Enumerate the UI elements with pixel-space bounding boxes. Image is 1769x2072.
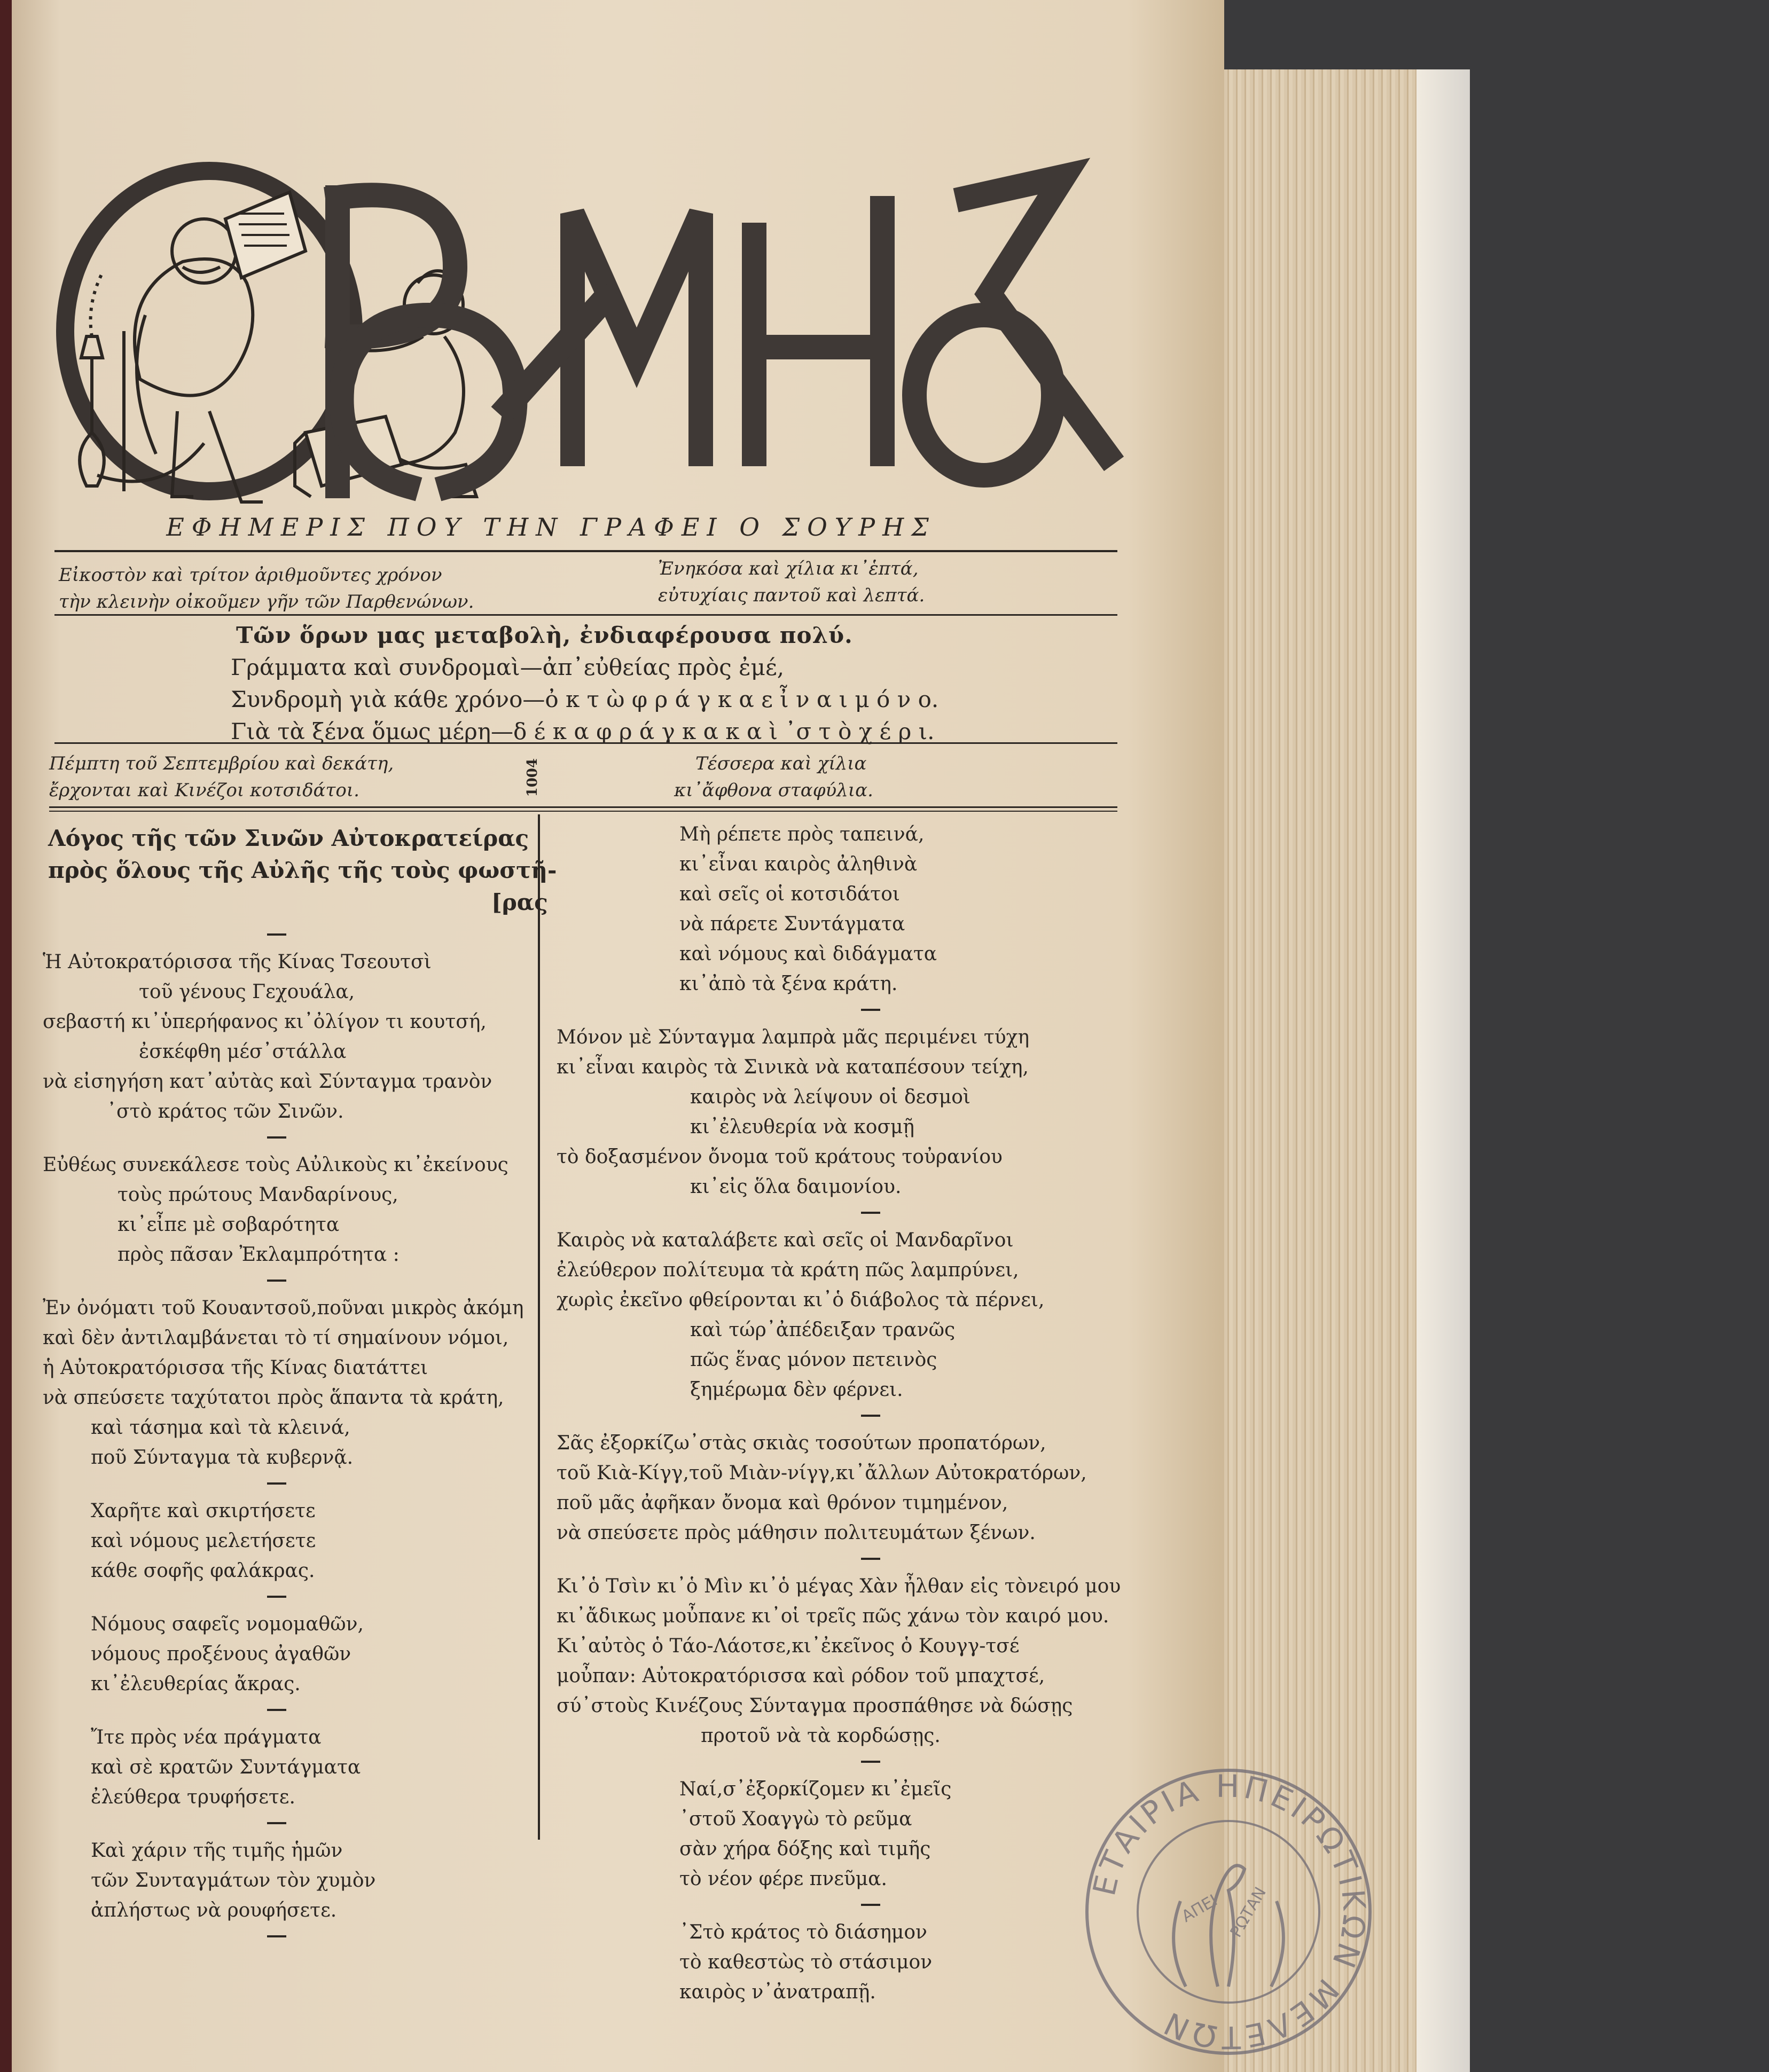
- separator: [267, 933, 286, 936]
- stanza: [43, 1496, 534, 1586]
- column-divider: [538, 814, 540, 1840]
- verse-line: καὶ δὲν ἀντιλαμβάνεται τὸ τί σημαίνουν νόμοι,: [43, 1327, 509, 1349]
- date-right-line: εὐτυχίαις παντοῦ καὶ λεπτά.: [658, 585, 925, 606]
- stanza: [43, 947, 534, 1127]
- subscription-terms: [231, 619, 939, 748]
- separator: [267, 1136, 286, 1139]
- verse-line: χωρὶς ἐκεῖνο φθείρονται κι᾽ὁ διάβολος τὰ πέρνει,: [557, 1289, 1045, 1311]
- separator: [861, 1212, 880, 1214]
- verse-line: ἡ Αὐτοκρατόρισσα τῆς Κίνας διατάττει: [43, 1357, 428, 1379]
- date-left-line: τὴν κλεινὴν οἰκοῦμεν γῆν τῶν Παρθενώνων.: [59, 591, 474, 613]
- verse-line: ποῦ μᾶς ἀφῆκαν ὄνομα καὶ θρόνον τιμημένον,: [557, 1492, 1008, 1514]
- verse-line: ξημέρωμα δὲν φέρνει.: [690, 1379, 903, 1401]
- separator: [861, 1415, 880, 1417]
- article-left-column: [43, 822, 557, 1949]
- verse-line: μοὖπαν: Αὐτοκρατόρισσα καὶ ρόδον τοῦ μπαχτσέ,: [557, 1665, 1045, 1687]
- issue-left: [49, 750, 394, 804]
- verse-line: κι᾽εἶπε μὲ σοβαρότητα: [118, 1214, 340, 1236]
- verse-line: καὶ νόμους καὶ διδάγματα: [679, 943, 937, 965]
- masthead-rule: [54, 550, 1117, 552]
- verse-line: τὸ νέον φέρε πνεῦμα.: [679, 1868, 887, 1890]
- stanza: [551, 1226, 1224, 1405]
- stanza: [43, 1723, 534, 1812]
- separator: [267, 1709, 286, 1711]
- verse-line: Καὶ χάριν τῆς τιμῆς ἡμῶν: [91, 1840, 343, 1862]
- separator: [861, 1761, 880, 1763]
- article-heading-line: Λόγος τῆς τῶν Σινῶν Αὐτοκρατείρας: [48, 825, 529, 851]
- verse-line: κι᾽εἶναι καιρὸς τὰ Σινικὰ νὰ καταπέσουν τείχη,: [557, 1056, 1029, 1078]
- stanza: [43, 1610, 534, 1699]
- verse-line: νὰ πάρετε Συντάγματα: [679, 913, 905, 935]
- stamp-center-text: ΡΩΤΑΝ: [1226, 1883, 1271, 1941]
- verse-line: νὰ σπεύσετε ταχύτατοι πρὸς ἅπαντα τὰ κράτη,: [43, 1387, 504, 1409]
- verse-line: ᾽στοῦ Χοαγγὼ τὸ ρεῦμα: [679, 1808, 912, 1830]
- verse-line: σεβαστή κι᾽ὑπερήφανος κι᾽ὀλίγον τι κουτσή,: [43, 1011, 487, 1033]
- verse-line: καὶ σεῖς οἱ κοτσιδάτοι: [679, 883, 901, 905]
- verse-line: Ἴτε πρὸς νέα πράγματα: [91, 1726, 322, 1748]
- terms-line: Γράμματα καὶ συνδρομαὶ—ἀπ᾽εὐθείας πρὸς ἐμέ,: [231, 654, 785, 680]
- verse-line: κι᾽ἄδικως μοὖπανε κι᾽οἱ τρεῖς πῶς χάνω τὸν καιρό μου.: [557, 1605, 1109, 1627]
- separator: [861, 1904, 880, 1906]
- verse-line: Καιρὸς νὰ καταλάβετε καὶ σεῖς οἱ Μανδαρῖνοι: [557, 1229, 1014, 1251]
- newspaper-page: [12, 0, 1224, 2072]
- date-right: [658, 555, 925, 609]
- verse-line: καιρὸς νὰ λείψουν οἱ δεσμοὶ: [690, 1086, 971, 1108]
- stanza: [551, 820, 1224, 999]
- issue-left-line: ἔρχονται καὶ Κινέζοι κοτσιδάτοι.: [49, 780, 359, 801]
- issue-right-line: κι᾽ἄφθονα σταφύλια.: [674, 780, 873, 801]
- verse-line: Κι᾽ὁ Τσὶν κι᾽ὁ Μὶν κι᾽ὁ μέγας Χὰν ἦλθαν εἰς τὸνειρό μου: [557, 1575, 1121, 1597]
- verse-line: Μόνον μὲ Σύνταγμα λαμπρὰ μᾶς περιμένει τύχη: [557, 1026, 1030, 1048]
- newspaper-subtitle: ΕΦΗΜΕΡΙΣ ΠΟΥ ΤΗΝ ΓΡΑΦΕΙ Ο ΣΟΥΡΗΣ: [166, 513, 936, 541]
- verse-line: ἐλεύθερον πολίτευμα τὰ κράτη πῶς λαμπρύνει,: [557, 1259, 1019, 1281]
- terms-heading: Τῶν ὅρων μας μεταβολὴ, ἐνδιαφέρουσα πολύ.: [236, 622, 853, 648]
- terms-rule: [54, 742, 1117, 744]
- verse-line: καιρὸς ν᾽ἀνατραπῇ.: [679, 1981, 876, 2003]
- issue-left-line: Πέμπτη τοῦ Σεπτεμβρίου καὶ δεκάτη,: [49, 753, 394, 774]
- verse-line: σύ᾽στοὺς Κινέζους Σύνταγμα προσπάθησε νὰ δώσῃς: [557, 1695, 1073, 1717]
- date-right-line: Ἐνηκόσα καὶ χίλια κι᾽ἑπτά,: [658, 558, 919, 579]
- verse-line: τὸ καθεστὼς τὸ στάσιμον: [679, 1951, 933, 1973]
- separator: [267, 1822, 286, 1824]
- stanza: [551, 1429, 1224, 1548]
- verse-line: ἐσκέφθη μέσ᾽στάλλα: [139, 1041, 347, 1063]
- newspaper-title-lettering: [273, 155, 1128, 529]
- verse-line: Σᾶς ἐξορκίζω᾽στὰς σκιὰς τοσούτων προπατόρων,: [557, 1432, 1046, 1454]
- verse-line: Κι᾽αὐτὸς ὁ Τάο-Λάοτσε,κι᾽ἐκεῖνος ὁ Κουγγ-τσέ: [557, 1635, 1020, 1657]
- separator: [861, 1558, 880, 1560]
- verse-line: νὰ σπεύσετε πρὸς μάθησιν πολιτευμάτων ξένων.: [557, 1522, 1036, 1544]
- verse-line: Χαρῆτε καὶ σκιρτήσετε: [91, 1500, 316, 1522]
- verse-line: καὶ τάσημα καὶ τὰ κλεινά,: [91, 1417, 350, 1439]
- terms-line: Γιὰ τὰ ξένα ὅμως μέρη—δ έ κ α φ ρ ά γ κ α κ α ὶ ᾽σ τ ὸ χ έ ρ ι.: [231, 718, 935, 744]
- stanza: [551, 1572, 1224, 1751]
- stanza: [43, 1836, 534, 1926]
- separator: [267, 1482, 286, 1485]
- verse-line: τοὺς πρώτους Μανδαρίνους,: [118, 1184, 398, 1206]
- verse-line: κι᾽ἀπὸ τὰ ξένα κράτη.: [679, 973, 898, 995]
- verse-line: κι᾽εἰς ὅλα δαιμονίου.: [690, 1176, 902, 1198]
- stamp-center-text: ΑΠΕΙ: [1178, 1891, 1221, 1926]
- verse-line: κι᾽ἐλευθερίας ἄκρας.: [91, 1673, 301, 1695]
- verse-line: πῶς ἕνας μόνον πετεινὸς: [690, 1349, 937, 1371]
- verse-line: ἐλεύθερα τρυφήσετε.: [91, 1786, 295, 1808]
- issue-right-line: Τέσσερα καὶ χίλια: [695, 753, 867, 774]
- library-stamp: [1079, 1762, 1378, 2061]
- date-left-line: Εἰκοστὸν καὶ τρίτον ἀριθμοῦντες χρόνον: [59, 564, 442, 586]
- book-cover-edge: [0, 0, 12, 2072]
- verse-line: τῶν Συνταγμάτων τὸν χυμὸν: [91, 1870, 376, 1892]
- bird-emblem-icon: [1173, 1865, 1283, 1987]
- verse-line: ἀπλήστως νὰ ρουφήσετε.: [91, 1900, 337, 1921]
- date-left: [59, 562, 474, 615]
- verse-line: καὶ νόμους μελετήσετε: [91, 1530, 316, 1552]
- stamp-ring-text: ΕΤΑΙΡΙΑ ΗΠΕΙΡΩΤΙΚΩΝ ΜΕΛΕΤΩΝ: [1085, 1768, 1373, 2056]
- verse-line: πρὸς πᾶσαν Ἐκλαμπρότητα :: [118, 1244, 400, 1266]
- article-heading-line: [ρας: [491, 889, 548, 915]
- verse-line: Ἐν ὀνόματι τοῦ Κουαντσοῦ,ποῦναι μικρὸς ἀκόμη: [43, 1297, 524, 1319]
- separator: [267, 1935, 286, 1937]
- verse-line: ᾽στὸ κράτος τῶν Σινῶν.: [107, 1101, 344, 1123]
- verse-line: κι᾽εἶναι καιρὸς ἀληθινὰ: [679, 853, 918, 875]
- verse-line: Μὴ ρέπετε πρὸς ταπεινά,: [679, 823, 925, 845]
- verse-line: καὶ τώρ᾽ἀπέδειξαν τρανῶς: [690, 1319, 956, 1341]
- verse-line: τοῦ γένους Γεχουάλα,: [139, 981, 355, 1003]
- verse-line: ποῦ Σύνταγμα τὰ κυβερνᾷ.: [91, 1447, 354, 1469]
- verse-line: Ναί,σ᾽ἐξορκίζομεν κι᾽ἐμεῖς: [679, 1778, 952, 1800]
- verse-line: προτοῦ νὰ τὰ κορδώσῃς.: [701, 1725, 941, 1747]
- verse-line: Νόμους σαφεῖς νομομαθῶν,: [91, 1613, 364, 1635]
- date-rule: [54, 614, 1117, 616]
- verse-line: νὰ εἰσηγήση κατ᾽αὐτὰς καὶ Σύνταγμα τρανὸν: [43, 1071, 492, 1093]
- separator: [861, 1009, 880, 1011]
- issue-right: [674, 750, 873, 804]
- stanza: [43, 1150, 534, 1270]
- verse-line: τοῦ Κιὰ-Κίγγ,τοῦ Μιὰν-νίγγ,κι᾽ἄλλων Αὐτοκρατόρων,: [557, 1462, 1087, 1484]
- verse-line: Εὐθέως συνεκάλεσε τοὺς Αὐλικοὺς κι᾽ἐκείνους: [43, 1154, 508, 1176]
- verse-line: ᾽Στὸ κράτος τὸ διάσημον: [679, 1921, 927, 1943]
- masthead: [49, 155, 1117, 523]
- stanza: [43, 1293, 534, 1473]
- article-heading-line: πρὸς ὅλους τῆς Αὐλῆς τῆς τοὺς φωστῆ-: [48, 857, 557, 883]
- verse-line: σὰν χήρα δόξης καὶ τιμῆς: [679, 1838, 931, 1860]
- issue-rule-2: [49, 811, 1117, 812]
- verse-line: καὶ σὲ κρατῶν Συντάγματα: [91, 1756, 361, 1778]
- verse-line: Ἡ Αὐτοκρατόρισσα τῆς Κίνας Τσεουτσὶ: [43, 951, 432, 973]
- separator: [267, 1596, 286, 1598]
- verse-line: κι᾽ἐλευθερία νὰ κοσμῇ: [690, 1116, 914, 1138]
- verse-line: τὸ δοξασμένον ὄνομα τοῦ κράτους τοὐρανίου: [557, 1146, 1003, 1168]
- separator: [267, 1280, 286, 1282]
- verse-line: κάθε σοφῆς φαλάκρας.: [91, 1560, 315, 1582]
- terms-line: Συνδρομὴ γιὰ κάθε χρόνο—ὀ κ τ ὼ φ ρ ά γ κ α ε ἶ ν α ι μ ό ν ο.: [231, 686, 939, 712]
- issue-rule-1: [49, 806, 1117, 808]
- issue-number: 1004: [525, 758, 541, 797]
- stanza: [551, 1023, 1224, 1202]
- verse-line: νόμους προξένους ἀγαθῶν: [91, 1643, 351, 1665]
